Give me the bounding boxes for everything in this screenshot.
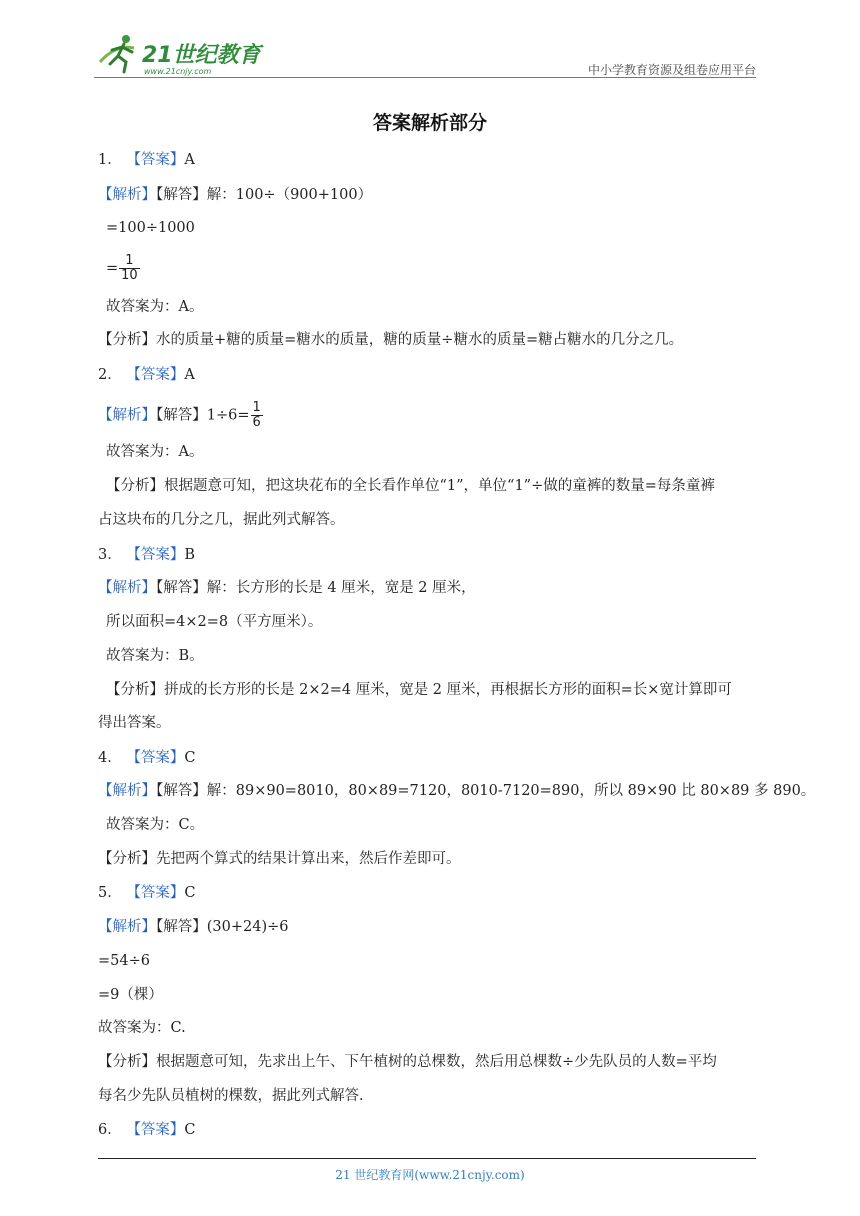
logo [94,32,264,76]
runner-icon [100,35,134,72]
page-header [94,30,756,78]
q3-conclusion: 故答案为：B。 [106,648,204,664]
q5-solution: 【解析】【解答】(30+24)÷6 [98,919,289,935]
q1-conclusion: 故答案为：A。 [106,299,204,315]
footer-link[interactable]: 21 世纪教育网(www.21cnjy.com) [335,1168,525,1182]
q4-conclusion: 故答案为：C。 [106,817,205,833]
q3-analysis-2: 得出答案。 [98,715,171,731]
q2-solution: 【解析】【解答】1÷6= $\frac{1}{6}$ [98,400,261,430]
q1-analysis: 【分析】水的质量+糖的质量=糖水的质量，糖的质量÷糖水的质量=糖占糖水的几分之几。 [98,332,684,348]
logo-url: www.21cnjy.com [144,67,212,76]
fraction: $\frac{1}{6}$ [252,400,261,430]
fraction: $\frac{1}{10}$ [121,253,138,283]
logo-text: 21世纪教育 [142,43,261,68]
q3-answer: 3． 【答案】B [98,547,195,563]
q3-analysis-1: 【分析】拼成的长方形的长是 2×2=4 厘米，宽是 2 厘米，再根据长方形的面积=长×宽计算即可 [106,682,732,698]
q1-step-3: = $\frac{1}{10}$ [106,253,138,283]
q4-solution: 【解析】【解答】解：89×90=8010，80×89=7120，8010-7120=890，所以 89×90 比 80×89 多 890。 [98,783,816,799]
q5-analysis-1: 【分析】根据题意可知，先求出上午、下午植树的总棵数，然后用总棵数÷少先队员的人数=平均 [98,1054,717,1070]
footer-divider [98,1158,756,1159]
q6-answer: 6． 【答案】C [98,1122,196,1138]
q4-analysis: 【分析】先把两个算式的结果计算出来，然后作差即可。 [98,851,461,867]
page-title: 答案解析部分 [372,112,487,134]
header-divider [94,77,756,78]
q2-analysis-2: 占这块布的几分之几，据此列式解答。 [98,512,345,528]
q2-conclusion: 故答案为：A。 [106,444,204,460]
q1-solution: 【解析】【解答】解：100÷（900+100） [98,187,373,203]
q5-conclusion: 故答案为：C. [98,1020,186,1036]
q5-analysis-2: 每名少先队员植树的棵数，据此列式解答. [98,1088,364,1104]
q1-step-2: =100÷1000 [106,220,195,236]
q1-answer: 1． 【答案】A [98,152,195,168]
q3-step-2: 所以面积=4×2=8（平方厘米）。 [106,614,323,630]
q3-solution: 【解析】【解答】解：长方形的长是 4 厘米，宽是 2 厘米， [98,580,476,596]
q4-answer: 4． 【答案】C [98,750,196,766]
q5-answer: 5． 【答案】C [98,885,196,901]
platform-name: 中小学教育资源及组卷应用平台 [587,63,756,77]
q5-step-2: =54÷6 [98,953,150,969]
q2-answer: 2． 【答案】A [98,367,195,383]
q5-step-3: =9（棵） [98,987,163,1003]
q2-analysis-1: 【分析】根据题意可知，把这块花布的全长看作单位“1”，单位“1”÷做的童裤的数量=每条童裤 [106,478,715,494]
